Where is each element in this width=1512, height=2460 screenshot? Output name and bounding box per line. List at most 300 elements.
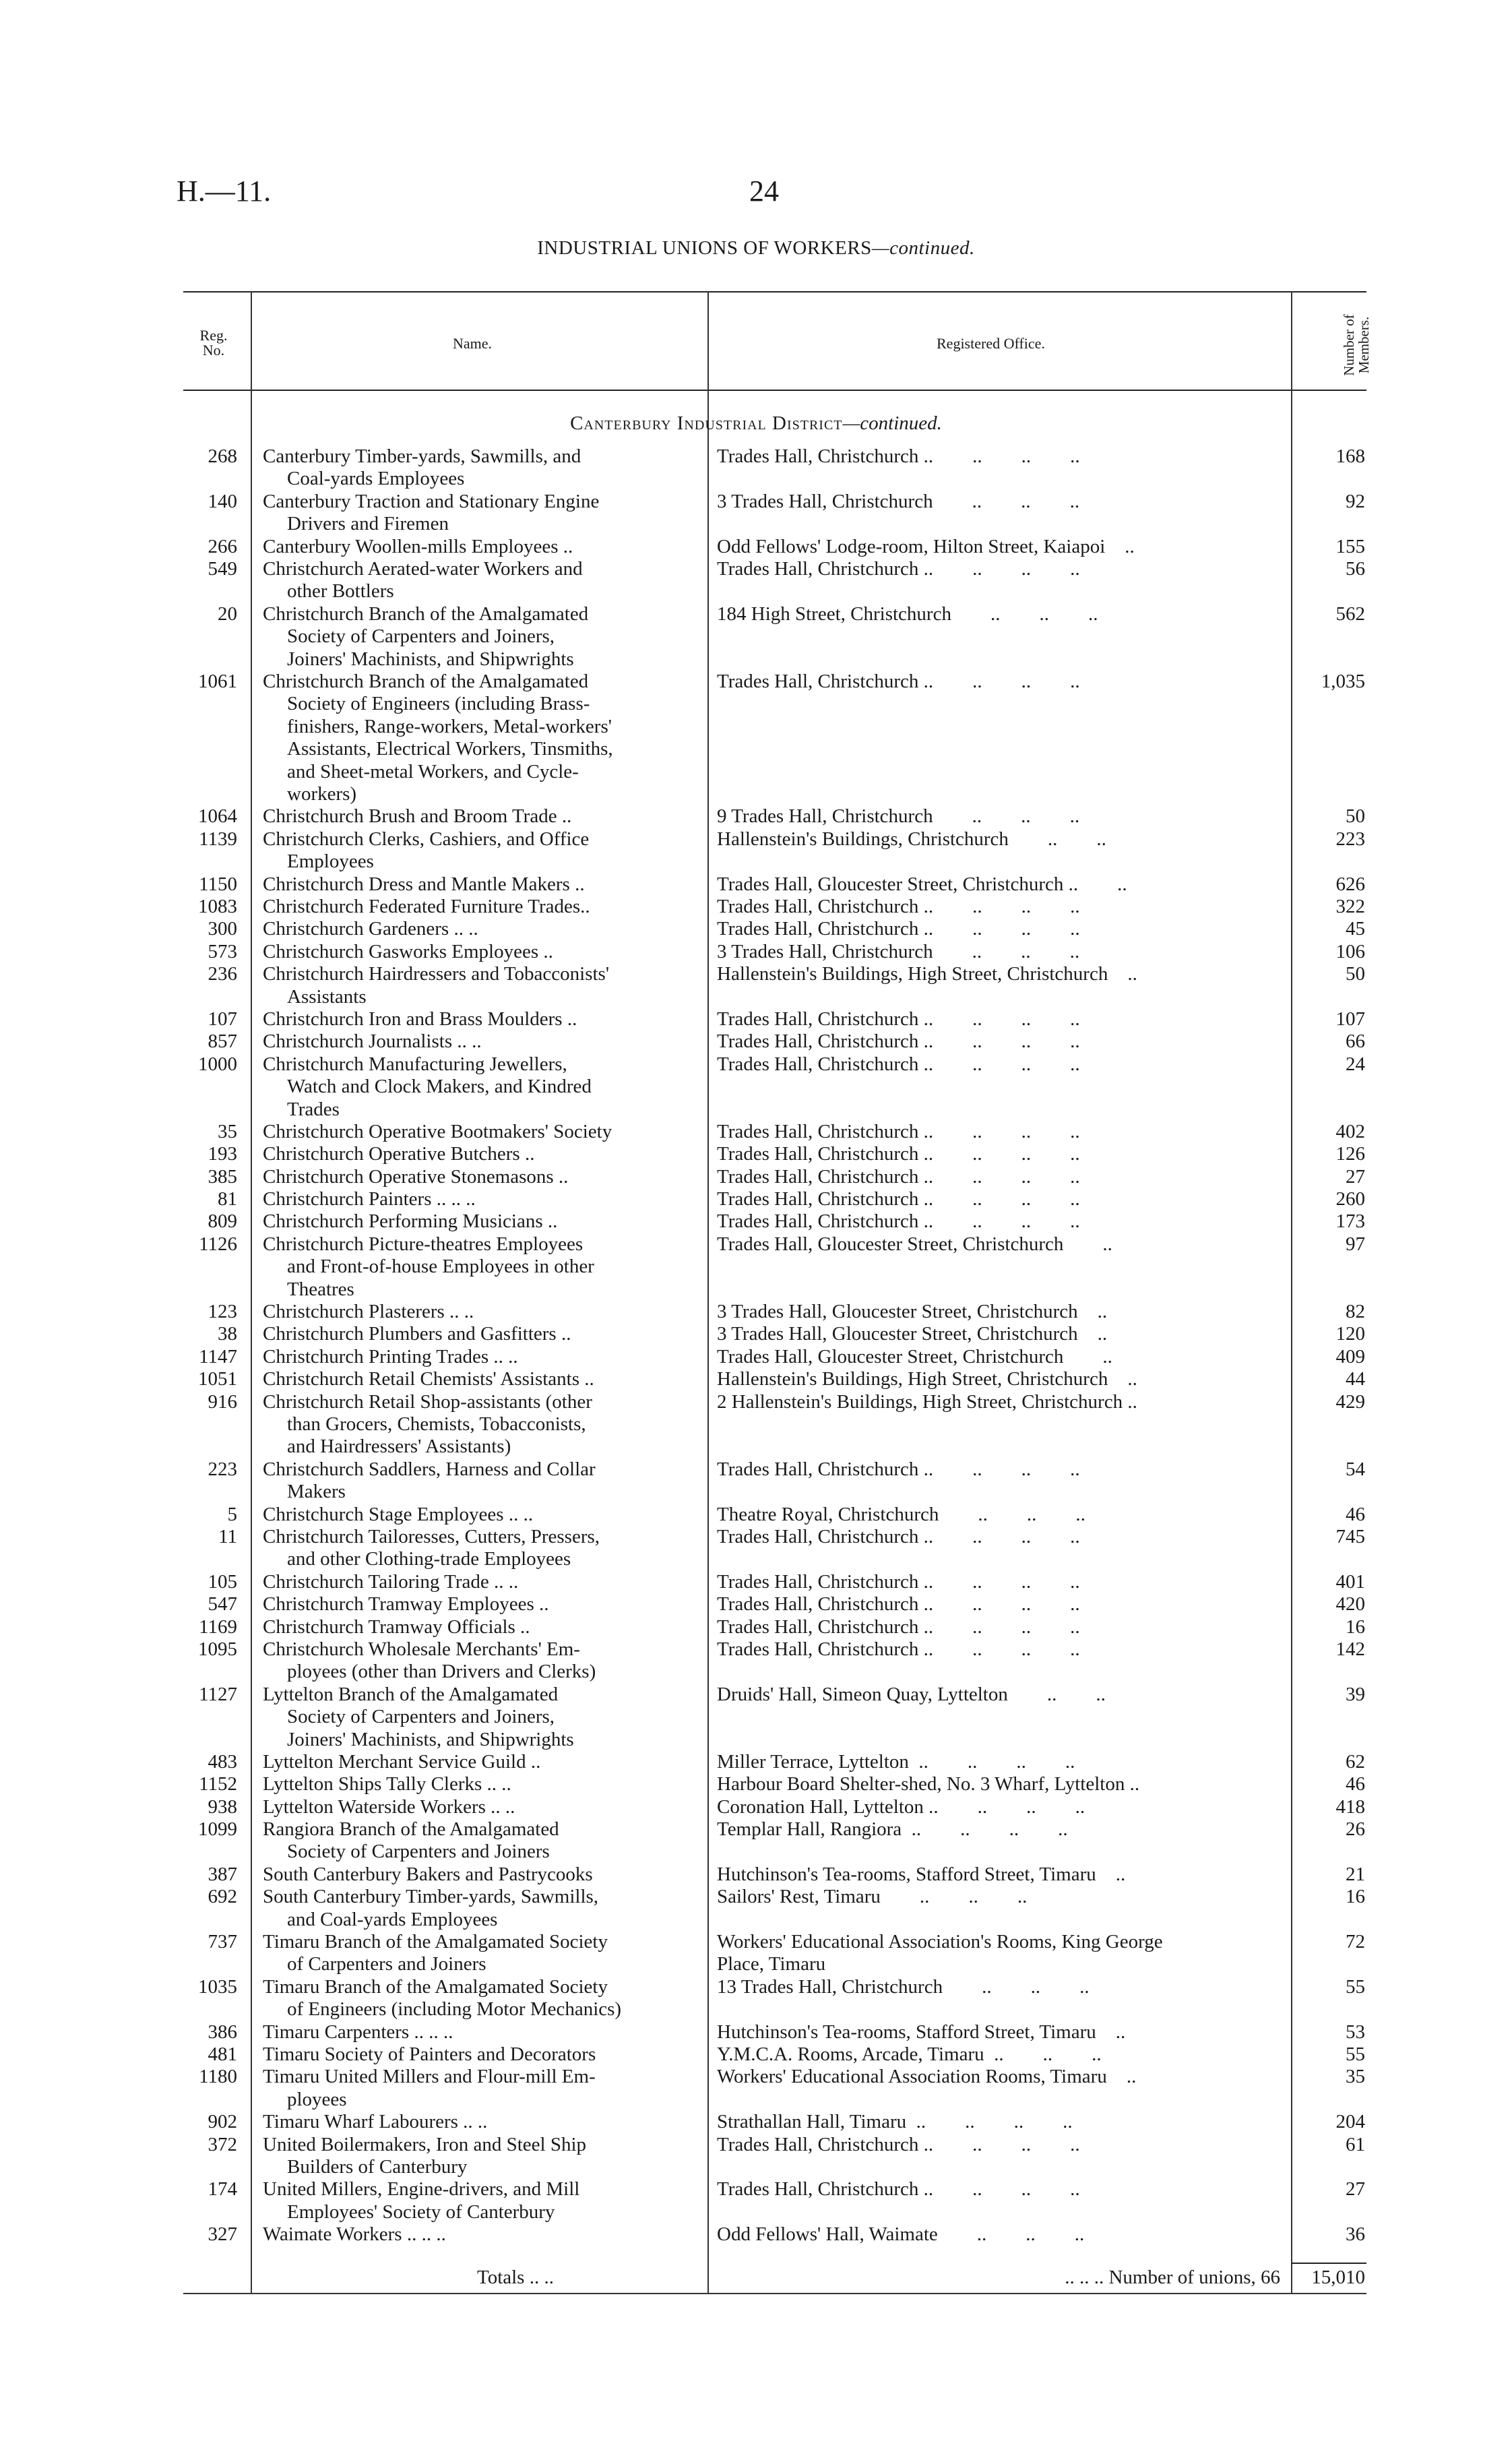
registered-office-cell: Trades Hall, Christchurch .. .. .. .. xyxy=(717,1210,1080,1233)
union-name-cell xyxy=(263,491,694,536)
registered-office-cell: Hallenstein's Buildings, High Street, Christchurch .. xyxy=(717,963,1137,985)
totals-row xyxy=(0,2266,1512,2293)
table-row xyxy=(0,1368,1512,1390)
table-row xyxy=(0,1391,1512,1458)
members-cell: 402 xyxy=(1335,1120,1365,1142)
reg-no-cell: 1083 xyxy=(198,895,237,917)
reg-no-cell: 1147 xyxy=(199,1345,237,1367)
registered-office-cell: Templar Hall, Rangiora .. .. .. .. xyxy=(717,1818,1068,1841)
reg-no-cell: 809 xyxy=(208,1210,237,1233)
members-cell: 155 xyxy=(1335,535,1365,557)
table-bottom-rule xyxy=(183,2293,1366,2294)
table-top-rule xyxy=(183,291,1366,293)
union-name-cell xyxy=(263,2134,694,2179)
registered-office-cell: 3 Trades Hall, Gloucester Street, Christchurch .. xyxy=(717,1301,1108,1323)
union-name-cell xyxy=(263,918,694,940)
table-row xyxy=(0,445,1512,491)
table-row xyxy=(0,941,1512,963)
table-row xyxy=(0,1593,1512,1616)
union-name-cell xyxy=(263,1638,694,1684)
registered-office-cell: Trades Hall, Christchurch .. .. .. .. xyxy=(717,1638,1080,1660)
totals-union-count: .. .. .. Number of unions, 66 xyxy=(1065,2267,1280,2288)
registered-office-cell: Trades Hall, Christchurch .. .. .. .. xyxy=(717,445,1080,467)
reg-no-cell: 193 xyxy=(208,1143,237,1165)
table-row xyxy=(0,491,1512,536)
union-name-line: Joiners' Machinists, and Shipwrights xyxy=(287,648,574,670)
members-cell: 26 xyxy=(1346,1818,1365,1841)
members-cell: 107 xyxy=(1335,1008,1365,1030)
union-name-cell xyxy=(263,2111,694,2133)
table-row xyxy=(0,2111,1512,2133)
registered-office-cell: 13 Trades Hall, Christchurch .. .. .. xyxy=(717,1975,1090,1998)
union-name-cell xyxy=(263,536,694,558)
union-name-line: Timaru Wharf Labourers .. .. xyxy=(263,2111,488,2133)
union-name-cell xyxy=(263,1526,694,1571)
union-name-line: Christchurch Gardeners .. .. xyxy=(263,918,478,940)
table-row xyxy=(0,1751,1512,1773)
reg-no-cell: 35 xyxy=(218,1120,237,1142)
reg-no-cell: 1000 xyxy=(198,1053,237,1075)
union-name-cell xyxy=(263,828,694,873)
union-name-line: Society of Engineers (including Brass- xyxy=(287,693,590,715)
union-name-line: of Carpenters and Joiners xyxy=(287,1953,486,1975)
members-cell: 54 xyxy=(1346,1458,1365,1480)
union-name-line: Christchurch Printing Trades .. .. xyxy=(263,1345,518,1367)
members-cell: 24 xyxy=(1346,1053,1365,1075)
registered-office-cell: Trades Hall, Christchurch .. .. .. .. xyxy=(717,1525,1080,1547)
table-row xyxy=(0,2223,1512,2246)
registered-office-cell: Hutchinson's Tea-rooms, Stafford Street, Timaru .. xyxy=(717,1863,1126,1885)
members-cell: 409 xyxy=(1335,1345,1365,1367)
reg-no-cell: 481 xyxy=(208,2043,237,2066)
reg-no-cell: 1064 xyxy=(198,805,237,828)
reg-no-cell: 692 xyxy=(208,1886,237,1908)
union-name-cell xyxy=(263,963,694,1008)
registered-office-cell: Trades Hall, Christchurch .. .. .. .. xyxy=(717,1031,1080,1053)
union-name-line: workers) xyxy=(287,783,357,805)
table-row xyxy=(0,1053,1512,1121)
union-name-line: Joiners' Machinists, and Shipwrights xyxy=(287,1728,574,1750)
union-name-line: Christchurch Journalists .. .. xyxy=(263,1031,482,1053)
table-header-rule xyxy=(183,390,1366,391)
union-name-line: Christchurch Performing Musicians .. xyxy=(263,1210,558,1233)
union-name-cell xyxy=(263,1504,694,1526)
members-cell: 120 xyxy=(1335,1323,1365,1345)
reg-no-cell: 386 xyxy=(208,2021,237,2043)
reg-no-cell: 107 xyxy=(208,1008,237,1030)
union-name-line: Christchurch Stage Employees .. .. xyxy=(263,1503,534,1525)
union-name-line: Waimate Workers .. .. .. xyxy=(263,2223,446,2246)
reg-no-cell: 916 xyxy=(208,1390,237,1413)
reg-no-cell: 266 xyxy=(208,535,237,557)
members-cell: 39 xyxy=(1346,1683,1365,1705)
registered-office-cell: Miller Terrace, Lyttelton .. .. .. .. xyxy=(717,1750,1075,1773)
registered-office-cell: Theatre Royal, Christchurch .. .. .. xyxy=(717,1503,1085,1525)
registered-office-cell: Trades Hall, Christchurch .. .. .. .. xyxy=(717,1120,1080,1142)
members-cell: 82 xyxy=(1346,1301,1365,1323)
union-name-line: Christchurch Operative Butchers .. xyxy=(263,1143,535,1165)
reg-no-cell: 11 xyxy=(218,1525,237,1547)
registered-office-cell: Trades Hall, Christchurch .. .. .. .. xyxy=(717,1188,1080,1210)
members-cell: 72 xyxy=(1346,1931,1365,1953)
table-body xyxy=(0,445,1512,2246)
members-cell: 62 xyxy=(1346,1750,1365,1773)
union-name-line: Canterbury Woollen-mills Employees .. xyxy=(263,535,573,557)
union-name-cell xyxy=(263,603,694,671)
reg-no-cell: 1180 xyxy=(199,2066,237,2088)
members-cell: 420 xyxy=(1335,1593,1365,1616)
totals-members: 15,010 xyxy=(1311,2267,1365,2288)
union-name-cell xyxy=(263,1368,694,1390)
column-header-name: Name. xyxy=(453,335,493,352)
union-name-cell xyxy=(263,1773,694,1795)
union-name-line: Christchurch Branch of the Amalgamated xyxy=(263,670,589,692)
union-name-line: Lyttelton Waterside Workers .. .. xyxy=(263,1795,515,1818)
members-cell: 429 xyxy=(1335,1390,1365,1413)
table-row xyxy=(0,1210,1512,1233)
members-cell: 61 xyxy=(1346,2133,1365,2155)
members-cell: 418 xyxy=(1335,1795,1365,1818)
union-name-line: Christchurch Retail Chemists' Assistants .. xyxy=(263,1368,594,1390)
table-row xyxy=(0,963,1512,1008)
union-name-line: Coal-yards Employees xyxy=(287,468,465,490)
registered-office-cell: 2 Hallenstein's Buildings, High Street, Christchurch .. xyxy=(717,1390,1137,1413)
table-row xyxy=(0,1773,1512,1795)
district-heading: Canterbury Industrial District—continued. xyxy=(570,412,942,434)
reg-no-cell: 105 xyxy=(208,1570,237,1593)
union-name-line: Christchurch Manufacturing Jewellers, xyxy=(263,1053,567,1075)
table-row xyxy=(0,1864,1512,1886)
union-name-line: Christchurch Federated Furniture Trades.. xyxy=(263,895,590,917)
table-row xyxy=(0,536,1512,558)
members-cell: 126 xyxy=(1335,1143,1365,1165)
registered-office-cell: Trades Hall, Christchurch .. .. .. .. xyxy=(717,2178,1080,2201)
union-name-cell xyxy=(263,1301,694,1323)
union-name-line: and Sheet-metal Workers, and Cycle- xyxy=(287,760,579,782)
members-cell: 16 xyxy=(1346,1616,1365,1638)
registered-office-cell: Y.M.C.A. Rooms, Arcade, Timaru .. .. .. xyxy=(717,2043,1102,2066)
table-row xyxy=(0,603,1512,671)
registered-office-cell: Druids' Hall, Simeon Quay, Lyttelton .. .. xyxy=(717,1683,1106,1705)
members-cell: 36 xyxy=(1346,2223,1365,2246)
union-name-line: Canterbury Traction and Stationary Engine xyxy=(263,490,600,512)
union-name-cell xyxy=(263,1684,694,1751)
union-name-line: United Boilermakers, Iron and Steel Ship xyxy=(263,2133,587,2155)
members-cell: 46 xyxy=(1346,1503,1365,1525)
union-name-line: Lyttelton Ships Tally Clerks .. .. xyxy=(263,1773,511,1795)
table-row xyxy=(0,1008,1512,1031)
union-name-cell xyxy=(263,558,694,603)
union-name-line: Lyttelton Branch of the Amalgamated xyxy=(263,1683,559,1705)
union-name-cell xyxy=(263,2066,694,2111)
members-cell: 223 xyxy=(1335,828,1365,850)
members-cell: 44 xyxy=(1346,1368,1365,1390)
union-name-line: Timaru Branch of the Amalgamated Society xyxy=(263,1931,608,1953)
union-name-line: and Front-of-house Employees in other xyxy=(287,1256,594,1278)
union-name-cell xyxy=(263,896,694,918)
members-cell: 97 xyxy=(1346,1233,1365,1255)
registered-office-cell: Trades Hall, Gloucester Street, Christchurch .. .. xyxy=(717,873,1127,895)
union-name-line: Employees xyxy=(287,851,374,873)
registered-office-cell: Trades Hall, Christchurch .. .. .. .. xyxy=(717,1593,1080,1616)
reg-no-cell: 1061 xyxy=(198,670,237,692)
union-name-line: Christchurch Aerated-water Workers and xyxy=(263,557,583,580)
totals-rule xyxy=(1291,2263,1366,2264)
reg-no-cell: 938 xyxy=(208,1795,237,1818)
table-row xyxy=(0,1458,1512,1504)
union-name-line: Christchurch Brush and Broom Trade .. xyxy=(263,805,572,828)
union-name-line: Christchurch Dress and Mantle Makers .. xyxy=(263,873,585,895)
reg-no-cell: 123 xyxy=(208,1301,237,1323)
reg-no-cell: 300 xyxy=(208,918,237,940)
registered-office-cell: Trades Hall, Christchurch .. .. .. .. xyxy=(717,2133,1080,2155)
registered-office-cell: Trades Hall, Christchurch .. .. .. .. xyxy=(717,918,1080,940)
reg-no-cell: 1169 xyxy=(199,1616,237,1638)
table-row xyxy=(0,1166,1512,1188)
registered-office-cell: Sailors' Rest, Timaru .. .. .. xyxy=(717,1886,1028,1908)
table-row xyxy=(0,828,1512,873)
reg-no-cell: 223 xyxy=(208,1458,237,1480)
members-cell: 322 xyxy=(1335,895,1365,917)
table-row xyxy=(0,1346,1512,1368)
reg-no-cell: 1127 xyxy=(199,1683,237,1705)
reg-no-cell: 1126 xyxy=(199,1233,237,1255)
union-name-cell xyxy=(263,2178,694,2223)
union-name-line: and other Clothing-trade Employees xyxy=(287,1548,571,1570)
table-row xyxy=(0,671,1512,805)
union-name-line: Christchurch Tailoresses, Cutters, Pressers, xyxy=(263,1525,600,1547)
page-number: 24 xyxy=(749,175,779,208)
union-name-line: Lyttelton Merchant Service Guild .. xyxy=(263,1750,541,1773)
table-row xyxy=(0,1976,1512,2021)
column-header-office: Registered Office. xyxy=(937,335,1045,352)
union-name-line: and Hairdressers' Assistants) xyxy=(287,1436,511,1458)
registered-office-cell: Trades Hall, Christchurch .. .. .. .. xyxy=(717,1458,1080,1480)
members-cell: 106 xyxy=(1335,940,1365,962)
table-row xyxy=(0,873,1512,896)
union-name-cell xyxy=(263,2043,694,2066)
registered-office-cell: 3 Trades Hall, Christchurch .. .. .. xyxy=(717,490,1080,512)
union-name-cell xyxy=(263,1931,694,1976)
registered-office-cell: 9 Trades Hall, Christchurch .. .. .. xyxy=(717,805,1080,828)
reg-no-cell: 174 xyxy=(208,2178,237,2201)
table-row xyxy=(0,2021,1512,2043)
registered-office-cell: Trades Hall, Christchurch .. .. .. .. xyxy=(717,1165,1080,1188)
union-name-line: Christchurch Clerks, Cashiers, and Office xyxy=(263,828,590,850)
reg-no-cell: 81 xyxy=(218,1188,237,1210)
union-name-cell xyxy=(263,2223,694,2246)
reg-no-cell: 385 xyxy=(208,1165,237,1188)
column-header-reg-no: Reg. No. xyxy=(199,327,228,359)
union-name-line: Society of Carpenters and Joiners xyxy=(287,1841,550,1863)
union-name-line: Christchurch Iron and Brass Moulders .. xyxy=(263,1008,577,1030)
registered-office-cell: 3 Trades Hall, Christchurch .. .. .. xyxy=(717,940,1080,962)
reg-no-cell: 20 xyxy=(218,603,237,625)
members-cell: 562 xyxy=(1335,603,1365,625)
union-name-line: Rangiora Branch of the Amalgamated xyxy=(263,1818,559,1841)
members-cell: 260 xyxy=(1335,1188,1365,1210)
table-row xyxy=(0,2066,1512,2111)
table-row xyxy=(0,1301,1512,1323)
union-name-line: South Canterbury Timber-yards, Sawmills, xyxy=(263,1886,599,1908)
union-name-line: Christchurch Wholesale Merchants' Em- xyxy=(263,1638,580,1660)
union-name-line: Christchurch Saddlers, Harness and Collar xyxy=(263,1458,596,1480)
union-name-line: Christchurch Plumbers and Gasfitters .. xyxy=(263,1323,571,1345)
reg-no-cell: 549 xyxy=(208,557,237,580)
union-name-line: Timaru Carpenters .. .. .. xyxy=(263,2021,453,2043)
registered-office-cell: Hallenstein's Buildings, High Street, Christchurch .. xyxy=(717,1368,1137,1390)
members-cell: 66 xyxy=(1346,1031,1365,1053)
reg-no-cell: 1051 xyxy=(198,1368,237,1390)
members-cell: 745 xyxy=(1335,1525,1365,1547)
union-name-line: Christchurch Picture-theatres Employees xyxy=(263,1233,584,1255)
registered-office-cell: Workers' Educational Association Rooms, Timaru .. xyxy=(717,2066,1137,2088)
table-row xyxy=(0,2043,1512,2066)
members-cell: 92 xyxy=(1346,490,1365,512)
registered-office-cell: Workers' Educational Association's Rooms, King George Place, Timaru xyxy=(717,1931,1163,1975)
table-row xyxy=(0,1188,1512,1210)
members-cell: 45 xyxy=(1346,918,1365,940)
union-name-cell xyxy=(263,1751,694,1773)
members-cell: 142 xyxy=(1335,1638,1365,1660)
union-name-line: Canterbury Timber-yards, Sawmills, and xyxy=(263,445,581,467)
union-name-line: Society of Carpenters and Joiners, xyxy=(287,625,555,648)
union-name-cell xyxy=(263,1886,694,1931)
union-name-line: Christchurch Operative Stonemasons .. xyxy=(263,1165,569,1188)
members-cell: 27 xyxy=(1346,2178,1365,2201)
table-row xyxy=(0,2178,1512,2223)
union-name-line: Trades xyxy=(287,1098,340,1120)
union-name-cell xyxy=(263,2021,694,2043)
union-name-cell xyxy=(263,671,694,805)
union-name-cell xyxy=(263,1210,694,1233)
registered-office-cell: Odd Fellows' Hall, Waimate .. .. .. xyxy=(717,2223,1085,2246)
registered-office-cell: Trades Hall, Christchurch .. .. .. .. xyxy=(717,1053,1080,1075)
table-row xyxy=(0,1818,1512,1864)
union-name-cell xyxy=(263,1323,694,1345)
registered-office-cell: Strathallan Hall, Timaru .. .. .. .. xyxy=(717,2111,1073,2133)
registered-office-cell: Harbour Board Shelter-shed, No. 3 Wharf, Lyttelton .. xyxy=(717,1773,1140,1795)
reg-no-cell: 1150 xyxy=(199,873,237,895)
members-cell: 626 xyxy=(1335,873,1365,895)
members-cell: 55 xyxy=(1346,2043,1365,2066)
members-cell: 168 xyxy=(1335,445,1365,467)
reg-no-cell: 1152 xyxy=(199,1773,237,1795)
members-cell: 55 xyxy=(1346,1975,1365,1998)
members-cell: 1,035 xyxy=(1321,670,1365,692)
members-cell: 46 xyxy=(1346,1773,1365,1795)
page-title: INDUSTRIAL UNIONS OF WORKERS—continued. xyxy=(537,237,975,259)
union-name-line: than Grocers, Chemists, Tobacconists, xyxy=(287,1413,586,1435)
registered-office-cell: Hutchinson's Tea-rooms, Stafford Street, Timaru .. xyxy=(717,2021,1126,2043)
union-name-cell xyxy=(263,1818,694,1864)
table-row xyxy=(0,1638,1512,1684)
union-name-cell xyxy=(263,1864,694,1886)
members-cell: 21 xyxy=(1346,1863,1365,1885)
union-name-cell xyxy=(263,1593,694,1616)
union-name-line: Christchurch Tramway Employees .. xyxy=(263,1593,549,1616)
table-row xyxy=(0,1504,1512,1526)
union-name-line: Christchurch Gasworks Employees .. xyxy=(263,940,553,962)
union-name-line: Watch and Clock Makers, and Kindred xyxy=(287,1076,592,1098)
reg-no-cell: 387 xyxy=(208,1863,237,1885)
union-name-line: Christchurch Painters .. .. .. xyxy=(263,1188,476,1210)
union-name-cell xyxy=(263,1346,694,1368)
table-row xyxy=(0,1886,1512,1931)
registered-office-cell: Trades Hall, Christchurch .. .. .. .. xyxy=(717,895,1080,917)
column-header-members: Number of Members. xyxy=(1341,314,1372,376)
table-row xyxy=(0,918,1512,940)
union-name-line: Makers xyxy=(287,1481,346,1503)
members-cell: 50 xyxy=(1346,805,1365,828)
union-name-line: ployees (other than Drivers and Clerks) xyxy=(287,1661,596,1683)
registered-office-cell: Trades Hall, Christchurch .. .. .. .. xyxy=(717,1570,1080,1593)
union-name-line: South Canterbury Bakers and Pastrycooks xyxy=(263,1863,593,1885)
union-name-line: other Bottlers xyxy=(287,580,394,603)
union-name-line: Christchurch Plasterers .. .. xyxy=(263,1301,474,1323)
registered-office-cell: 3 Trades Hall, Gloucester Street, Christchurch .. xyxy=(717,1323,1108,1345)
union-name-cell xyxy=(263,873,694,896)
members-cell: 50 xyxy=(1346,963,1365,985)
registered-office-cell: Trades Hall, Christchurch .. .. .. .. xyxy=(717,557,1080,580)
members-cell: 401 xyxy=(1335,1570,1365,1593)
union-name-line: Christchurch Tailoring Trade .. .. xyxy=(263,1570,519,1593)
reg-no-cell: 1139 xyxy=(199,828,237,850)
union-name-cell xyxy=(263,805,694,828)
table-row xyxy=(0,2134,1512,2179)
union-name-line: and Coal-yards Employees xyxy=(287,1908,498,1930)
union-name-cell xyxy=(263,1143,694,1165)
reg-no-cell: 857 xyxy=(208,1031,237,1053)
union-name-cell xyxy=(263,445,694,491)
union-name-line: Christchurch Tramway Officials .. xyxy=(263,1616,530,1638)
registered-office-cell: Trades Hall, Christchurch .. .. .. .. xyxy=(717,1616,1080,1638)
union-name-cell xyxy=(263,1796,694,1818)
union-name-cell xyxy=(263,1053,694,1121)
union-name-line: Employees' Society of Canterbury xyxy=(287,2201,555,2223)
union-name-line: of Engineers (including Motor Mechanics) xyxy=(287,1998,622,2021)
union-name-cell xyxy=(263,1571,694,1593)
reg-no-cell: 236 xyxy=(208,963,237,985)
table-row xyxy=(0,896,1512,918)
table-row xyxy=(0,558,1512,603)
reg-no-cell: 902 xyxy=(208,2111,237,2133)
members-cell: 56 xyxy=(1346,557,1365,580)
reg-no-cell: 737 xyxy=(208,1931,237,1953)
union-name-cell xyxy=(263,1616,694,1638)
members-cell: 204 xyxy=(1335,2111,1365,2133)
union-name-line: Christchurch Branch of the Amalgamated xyxy=(263,603,589,625)
registered-office-cell: Odd Fellows' Lodge-room, Hilton Street, Kaiapoi .. xyxy=(717,535,1135,557)
members-cell: 16 xyxy=(1346,1886,1365,1908)
table-row xyxy=(0,1526,1512,1571)
reg-no-cell: 5 xyxy=(227,1503,237,1525)
union-name-cell xyxy=(263,1166,694,1188)
union-name-cell xyxy=(263,1188,694,1210)
reg-no-cell: 1095 xyxy=(198,1638,237,1660)
table-row xyxy=(0,1121,1512,1143)
registered-office-cell: Trades Hall, Christchurch .. .. .. .. xyxy=(717,670,1080,692)
union-name-line: ployees xyxy=(287,2088,347,2110)
union-name-line: Builders of Canterbury xyxy=(287,2156,468,2178)
registered-office-cell: Trades Hall, Gloucester Street, Christchurch .. xyxy=(717,1233,1112,1255)
registered-office-cell: Coronation Hall, Lyttelton .. .. .. .. xyxy=(717,1795,1085,1818)
union-name-line: finishers, Range-workers, Metal-workers' xyxy=(287,715,612,737)
union-name-line: Assistants xyxy=(287,985,367,1008)
reg-no-cell: 483 xyxy=(208,1750,237,1773)
registered-office-cell: Trades Hall, Christchurch .. .. .. .. xyxy=(717,1008,1080,1030)
table-row xyxy=(0,1031,1512,1053)
